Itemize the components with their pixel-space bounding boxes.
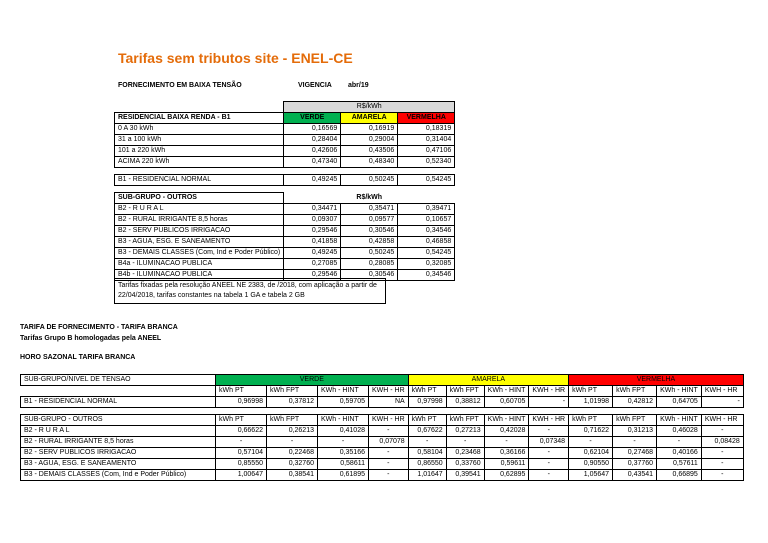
column-header: KWH - HR <box>529 386 569 397</box>
cell-value: 0,66895 <box>657 470 702 481</box>
outros-header: SUB-GRUPO - OUTROS <box>21 415 216 426</box>
row-label: B4a - ILUMINACAO PUBLICA <box>115 259 284 270</box>
cell-value: 0,39541 <box>446 470 484 481</box>
row-label: B4b - ILUMINACAO PUBLICA <box>115 270 284 281</box>
cell-value: 0,09307 <box>284 215 341 226</box>
cell-value: 0,42606 <box>284 146 341 157</box>
cell-value: 0,36166 <box>484 448 529 459</box>
column-header: KWh - HINT <box>484 415 529 426</box>
column-header: kWh PT <box>216 386 267 397</box>
table-row <box>115 135 455 146</box>
cell-value: 0,28085 <box>341 259 398 270</box>
cell-value: 0,86550 <box>408 459 446 470</box>
table-row <box>115 237 455 248</box>
column-header: KWH - HR <box>701 386 743 397</box>
subgrupo-unit: R$/kWh <box>356 193 383 201</box>
column-header: kWh FPT <box>613 386 657 397</box>
cell-value: 0,60705 <box>484 397 529 408</box>
cell-value: 0,07348 <box>529 437 569 448</box>
cell-value: 1,05647 <box>569 470 613 481</box>
column-header: kWh PT <box>216 415 267 426</box>
cell-value: 0,34471 <box>284 204 341 215</box>
column-header: kWh PT <box>569 386 613 397</box>
table-row <box>21 470 744 481</box>
cell-value: - <box>701 448 743 459</box>
cell-value: 0,96998 <box>216 397 267 408</box>
cell-value: 0,59611 <box>484 459 529 470</box>
cell-value: 0,42028 <box>484 426 529 437</box>
cell-value: 0,34546 <box>398 270 455 281</box>
subgrupo-header: SUB-GRUPO - OUTROS <box>115 193 284 204</box>
cell-value: - <box>529 448 569 459</box>
cell-value: 0,49245 <box>284 175 341 186</box>
table-row <box>115 175 455 186</box>
row-label: B2 - R U R A L <box>21 426 216 437</box>
cell-value: 0,28404 <box>284 135 341 146</box>
cell-value: 0,27085 <box>284 259 341 270</box>
cell-value: 0,32085 <box>398 259 455 270</box>
row-label: B1 - RESIDENCIAL NORMAL <box>21 397 216 408</box>
cell-value: 0,66622 <box>216 426 267 437</box>
cell-value: 0,27468 <box>613 448 657 459</box>
cell-value: 0,35166 <box>318 448 369 459</box>
table-row <box>115 124 455 135</box>
row-label: 31 a 100 kWh <box>115 135 284 146</box>
cell-value: 0,26213 <box>267 426 318 437</box>
column-header: KWh - HINT <box>484 386 529 397</box>
cell-value: - <box>369 426 409 437</box>
cell-value: 0,16569 <box>284 124 341 135</box>
residencial-table <box>114 101 455 281</box>
table-row <box>115 146 455 157</box>
cell-value: 0,22468 <box>267 448 318 459</box>
row-label: 0 A 30 kWh <box>115 124 284 135</box>
cell-value: 0,50245 <box>341 248 398 259</box>
cell-value: - <box>613 437 657 448</box>
column-header: KWh - HINT <box>318 415 369 426</box>
table-row <box>115 259 455 270</box>
cell-value: 0,37760 <box>613 459 657 470</box>
vigencia-label: VIGENCIA <box>298 82 332 89</box>
cell-value: - <box>701 426 743 437</box>
table-row <box>115 215 455 226</box>
cell-value: 0,59705 <box>318 397 369 408</box>
cell-value: 1,00647 <box>216 470 267 481</box>
cell-value: NA <box>369 397 409 408</box>
cell-value: - <box>701 397 743 408</box>
column-header: KWH - HR <box>369 415 409 426</box>
cell-value: - <box>529 470 569 481</box>
row-label: B3 - AGUA, ESG. E SANEAMENTO <box>21 459 216 470</box>
row-label: B2 - SERV PUBLICOS IRRIGACAO <box>115 226 284 237</box>
cell-value: - <box>318 437 369 448</box>
column-header: kWh FPT <box>267 386 318 397</box>
cell-value: 0,54245 <box>398 248 455 259</box>
vigencia-value: abr/19 <box>348 82 369 89</box>
cell-value: 0,33760 <box>446 459 484 470</box>
flag-amarela: AMARELA <box>408 375 568 386</box>
cell-value: 0,10657 <box>398 215 455 226</box>
flag-vermelha: VERMELHA <box>569 375 744 386</box>
cell-value: 0,62895 <box>484 470 529 481</box>
cell-value: 1,01998 <box>569 397 613 408</box>
cell-value: 0,41858 <box>284 237 341 248</box>
cell-value: - <box>657 437 702 448</box>
cell-value: 0,31213 <box>613 426 657 437</box>
cell-value: - <box>701 470 743 481</box>
unit-header: R$/kWh <box>284 102 455 113</box>
cell-value: 0,27213 <box>446 426 484 437</box>
cell-value: 1,01647 <box>408 470 446 481</box>
cell-value: 0,43541 <box>613 470 657 481</box>
cell-value: 0,47106 <box>398 146 455 157</box>
table-row <box>115 248 455 259</box>
row-label: B3 - AGUA, ESG. E SANEAMENTO <box>115 237 284 248</box>
cell-value: 0,49245 <box>284 248 341 259</box>
column-header: kWh PT <box>408 386 446 397</box>
row-label: 101 a 220 kWh <box>115 146 284 157</box>
cell-value: - <box>569 437 613 448</box>
cell-value: 0,52340 <box>398 157 455 168</box>
cell-value: 0,23468 <box>446 448 484 459</box>
cell-value: 0,32760 <box>267 459 318 470</box>
row-label: B3 - DEMAIS CLASSES (Com, Ind e Poder Público) <box>21 470 216 481</box>
horo-sazonal-label: HORO SAZONAL TARIFA BRANCA <box>20 354 136 361</box>
cell-value: - <box>369 448 409 459</box>
tarifa-branca-table <box>20 374 744 481</box>
cell-value: - <box>701 459 743 470</box>
col-verde: VERDE <box>284 113 341 124</box>
cell-value: 0,58611 <box>318 459 369 470</box>
cell-value: - <box>369 470 409 481</box>
branca-title: TARIFA DE FORNECIMENTO - TARIFA BRANCA <box>20 324 178 331</box>
cell-value: 0,42858 <box>341 237 398 248</box>
table-row <box>21 397 744 408</box>
column-header: kWh FPT <box>267 415 318 426</box>
column-header: KWH - HR <box>701 415 743 426</box>
col-vermelha: VERMELHA <box>398 113 455 124</box>
column-header: kWh FPT <box>613 415 657 426</box>
cell-value: 0,30546 <box>341 226 398 237</box>
page-title: Tarifas sem tributos site - ENEL-CE <box>118 50 353 66</box>
row-label: B2 - RURAL IRRIGANTE 8,5 horas <box>21 437 216 448</box>
cell-value: 0,30546 <box>341 270 398 281</box>
cell-value: 0,41028 <box>318 426 369 437</box>
cell-value: 0,29004 <box>341 135 398 146</box>
table-row <box>21 437 744 448</box>
cell-value: - <box>529 397 569 408</box>
row-label: B2 - SERV PUBLICOS IRRIGACAO <box>21 448 216 459</box>
cell-value: 0,18319 <box>398 124 455 135</box>
cell-value: - <box>446 437 484 448</box>
cell-value: 0,29546 <box>284 226 341 237</box>
cell-value: 0,67622 <box>408 426 446 437</box>
cell-value: 0,90550 <box>569 459 613 470</box>
cell-value: 0,46858 <box>398 237 455 248</box>
row-label: ACIMA 220 kWh <box>115 157 284 168</box>
column-header: KWH - HR <box>369 386 409 397</box>
column-header: KWH - HR <box>529 415 569 426</box>
cell-value: - <box>408 437 446 448</box>
cell-value: 0,42812 <box>613 397 657 408</box>
cell-value: 0,40166 <box>657 448 702 459</box>
cell-value: 0,34546 <box>398 226 455 237</box>
cell-value: 0,29546 <box>284 270 341 281</box>
cell-value: 0,46028 <box>657 426 702 437</box>
cell-value: 0,62104 <box>569 448 613 459</box>
table-row <box>21 426 744 437</box>
resolution-note: Tarifas fixadas pela resolução ANEEL NE 2383, de /2018, com aplicação a partir de 22/04/2018, tarifas constantes na tabela 1 GA e tabela 2 GB <box>114 278 386 304</box>
cell-value: 0,16919 <box>341 124 398 135</box>
cell-value: 0,64705 <box>657 397 702 408</box>
cell-value: - <box>529 459 569 470</box>
column-header: kWh FPT <box>446 415 484 426</box>
cell-value: 0,35471 <box>341 204 398 215</box>
residencial-header: RESIDENCIAL BAIXA RENDA - B1 <box>115 113 284 124</box>
cell-value: - <box>216 437 267 448</box>
row-label: B2 - R U R A L <box>115 204 284 215</box>
cell-value: - <box>529 426 569 437</box>
cell-value: 0,38541 <box>267 470 318 481</box>
fornecimento-label: FORNECIMENTO EM BAIXA TENSÃO <box>118 82 242 89</box>
cell-value: 0,39471 <box>398 204 455 215</box>
row-label: B2 - RURAL IRRIGANTE 8,5 horas <box>115 215 284 226</box>
column-header: KWh - HINT <box>657 386 702 397</box>
cell-value: 0,97998 <box>408 397 446 408</box>
branca-subtitle: Tarifas Grupo B homologadas pela ANEEL <box>20 335 162 342</box>
cell-value: - <box>267 437 318 448</box>
column-header: kWh PT <box>569 415 613 426</box>
col-amarela: AMARELA <box>341 113 398 124</box>
cell-value: 0,07078 <box>369 437 409 448</box>
cell-value: 0,37812 <box>267 397 318 408</box>
cell-value: 0,54245 <box>398 175 455 186</box>
row-label: B1 - RESIDENCIAL NORMAL <box>115 175 284 186</box>
cell-value: - <box>484 437 529 448</box>
cell-value: 0,31404 <box>398 135 455 146</box>
cell-value: - <box>369 459 409 470</box>
cell-value: 0,57104 <box>216 448 267 459</box>
cell-value: 0,38812 <box>446 397 484 408</box>
table-row <box>115 204 455 215</box>
cell-value: 0,61895 <box>318 470 369 481</box>
cell-value: 0,48340 <box>341 157 398 168</box>
table-row <box>115 226 455 237</box>
table-row <box>21 448 744 459</box>
cell-value: 0,08428 <box>701 437 743 448</box>
row-label: B3 - DEMAIS CLASSES (Com, Ind e Poder Público) <box>115 248 284 259</box>
cell-value: 0,85550 <box>216 459 267 470</box>
column-header: KWh - HINT <box>318 386 369 397</box>
table-row <box>115 157 455 168</box>
cell-value: 0,47340 <box>284 157 341 168</box>
cell-value: 0,50245 <box>341 175 398 186</box>
flag-verde: VERDE <box>216 375 409 386</box>
subgrupo-nivel-header: SUB-GRUPO/NIVEL DE TENSAO <box>21 375 216 386</box>
cell-value: 0,71622 <box>569 426 613 437</box>
cell-value: 0,43506 <box>341 146 398 157</box>
column-header: KWh - HINT <box>657 415 702 426</box>
table-row <box>21 459 744 470</box>
cell-value: 0,09577 <box>341 215 398 226</box>
cell-value: 0,58104 <box>408 448 446 459</box>
column-header: kWh PT <box>408 415 446 426</box>
cell-value: 0,57611 <box>657 459 702 470</box>
column-header: kWh FPT <box>446 386 484 397</box>
